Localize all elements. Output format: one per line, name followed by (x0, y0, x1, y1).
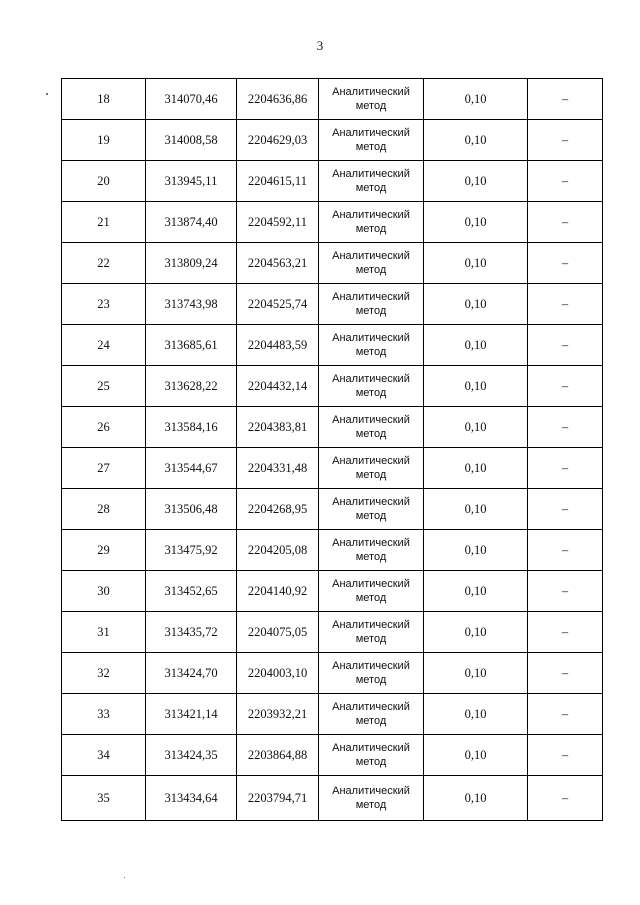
method-line-1: Аналитический (332, 250, 410, 262)
point-number-cell: 27 (62, 448, 146, 489)
note-cell: – (528, 407, 603, 448)
table-row (62, 448, 603, 489)
x-coordinate-cell: 313424,35 (146, 735, 237, 776)
accuracy-cell: 0,10 (424, 407, 528, 448)
accuracy-cell: 0,10 (424, 243, 528, 284)
page-number: 3 (316, 38, 324, 53)
method-line-1: Аналитический (332, 86, 410, 98)
accuracy-cell: 0,10 (424, 489, 528, 530)
table-row (62, 366, 603, 407)
note-cell: – (528, 202, 603, 243)
x-coordinate-cell: 313584,16 (146, 407, 237, 448)
method-line-1: Аналитический (332, 578, 410, 590)
method-line-2: метод (355, 100, 387, 112)
accuracy-cell: 0,10 (424, 653, 528, 694)
y-coordinate-cell: 2204003,10 (237, 653, 319, 694)
x-coordinate-cell: 313743,98 (146, 284, 237, 325)
method-line-2: метод (355, 305, 387, 317)
table-row (62, 243, 603, 284)
point-number-cell: 23 (62, 284, 146, 325)
y-coordinate-cell: 2204205,08 (237, 530, 319, 571)
y-coordinate-cell: 2204483,59 (237, 325, 319, 366)
method-cell (319, 120, 424, 161)
point-number-cell: 20 (62, 161, 146, 202)
y-coordinate-cell: 2204140,92 (237, 571, 319, 612)
method-line-2: метод (355, 469, 387, 481)
method-cell (319, 653, 424, 694)
method-cell (319, 407, 424, 448)
table-row (62, 284, 603, 325)
method-line-1: Аналитический (332, 742, 410, 754)
method-line-1: Аналитический (332, 496, 410, 508)
method-cell (319, 694, 424, 735)
y-coordinate-cell: 2204636,86 (237, 79, 319, 120)
y-coordinate-cell: 2204331,48 (237, 448, 319, 489)
accuracy-cell: 0,10 (424, 366, 528, 407)
y-coordinate-cell: 2203794,71 (237, 776, 319, 821)
x-coordinate-cell: 313475,92 (146, 530, 237, 571)
accuracy-cell: 0,10 (424, 325, 528, 366)
note-cell: – (528, 284, 603, 325)
accuracy-cell: 0,10 (424, 694, 528, 735)
note-cell: – (528, 243, 603, 284)
method-cell (319, 735, 424, 776)
method-line-2: метод (355, 756, 387, 768)
point-number-cell: 25 (62, 366, 146, 407)
x-coordinate-cell: 313628,22 (146, 366, 237, 407)
y-coordinate-cell: 2204592,11 (237, 202, 319, 243)
y-coordinate-cell: 2204615,11 (237, 161, 319, 202)
table-row (62, 612, 603, 653)
method-line-2: метод (355, 592, 387, 604)
point-number-cell: 24 (62, 325, 146, 366)
table-row (62, 653, 603, 694)
method-cell (319, 366, 424, 407)
y-coordinate-cell: 2204432,14 (237, 366, 319, 407)
accuracy-cell: 0,10 (424, 571, 528, 612)
accuracy-cell: 0,10 (424, 448, 528, 489)
point-number-cell: 31 (62, 612, 146, 653)
note-cell: – (528, 448, 603, 489)
method-line-1: Аналитический (332, 455, 410, 467)
method-line-2: метод (355, 510, 387, 522)
y-coordinate-cell: 2203864,88 (237, 735, 319, 776)
note-cell: – (528, 161, 603, 202)
method-line-1: Аналитический (332, 127, 410, 139)
method-line-2: метод (355, 346, 387, 358)
note-cell: – (528, 79, 603, 120)
note-cell: – (528, 612, 603, 653)
x-coordinate-cell: 313434,64 (146, 776, 237, 821)
x-coordinate-cell: 314008,58 (146, 120, 237, 161)
table-row (62, 735, 603, 776)
accuracy-cell: 0,10 (424, 530, 528, 571)
method-cell (319, 202, 424, 243)
x-coordinate-cell: 313435,72 (146, 612, 237, 653)
method-line-1: Аналитический (332, 414, 410, 426)
method-cell (319, 489, 424, 530)
method-cell (319, 571, 424, 612)
method-line-2: метод (355, 223, 387, 235)
method-line-2: метод (355, 715, 387, 727)
y-coordinate-cell: 2204268,95 (237, 489, 319, 530)
method-line-2: метод (355, 428, 387, 440)
note-cell: – (528, 366, 603, 407)
note-cell: – (528, 694, 603, 735)
y-coordinate-cell: 2204629,03 (237, 120, 319, 161)
table-row (62, 79, 603, 120)
table-row (62, 325, 603, 366)
accuracy-cell: 0,10 (424, 161, 528, 202)
method-cell (319, 448, 424, 489)
x-coordinate-cell: 314070,46 (146, 79, 237, 120)
table-row (62, 694, 603, 735)
method-cell (319, 79, 424, 120)
table-row (62, 161, 603, 202)
method-line-1: Аналитический (332, 619, 410, 631)
y-coordinate-cell: 2204563,21 (237, 243, 319, 284)
method-line-1: Аналитический (332, 291, 410, 303)
method-line-2: метод (355, 551, 387, 563)
note-cell: – (528, 530, 603, 571)
point-number-cell: 26 (62, 407, 146, 448)
method-line-1: Аналитический (332, 660, 410, 672)
point-number-cell: 18 (62, 79, 146, 120)
method-line-1: Аналитический (332, 332, 410, 344)
note-cell: – (528, 120, 603, 161)
coordinates-table (61, 78, 603, 821)
point-number-cell: 21 (62, 202, 146, 243)
point-number-cell: 33 (62, 694, 146, 735)
method-line-1: Аналитический (332, 168, 410, 180)
note-cell: – (528, 571, 603, 612)
point-number-cell: 19 (62, 120, 146, 161)
table-body (62, 79, 603, 821)
method-line-2: метод (355, 674, 387, 686)
method-cell (319, 612, 424, 653)
method-line-1: Аналитический (332, 537, 410, 549)
x-coordinate-cell: 313685,61 (146, 325, 237, 366)
table-row (62, 202, 603, 243)
note-cell: – (528, 653, 603, 694)
x-coordinate-cell: 313424,70 (146, 653, 237, 694)
note-cell: – (528, 735, 603, 776)
point-number-cell: 30 (62, 571, 146, 612)
note-cell: – (528, 325, 603, 366)
accuracy-cell: 0,10 (424, 120, 528, 161)
scan-speck (124, 877, 125, 878)
method-cell (319, 284, 424, 325)
y-coordinate-cell: 2204075,05 (237, 612, 319, 653)
table-row (62, 776, 603, 821)
method-line-2: метод (355, 633, 387, 645)
x-coordinate-cell: 313544,67 (146, 448, 237, 489)
method-cell (319, 243, 424, 284)
method-line-1: Аналитический (332, 785, 410, 797)
method-cell (319, 530, 424, 571)
note-cell: – (528, 489, 603, 530)
table-row (62, 530, 603, 571)
accuracy-cell: 0,10 (424, 735, 528, 776)
point-number-cell: 35 (62, 776, 146, 821)
x-coordinate-cell: 313809,24 (146, 243, 237, 284)
accuracy-cell: 0,10 (424, 202, 528, 243)
table-row (62, 407, 603, 448)
method-line-2: метод (355, 141, 387, 153)
method-cell (319, 325, 424, 366)
method-line-2: метод (355, 387, 387, 399)
method-line-2: метод (355, 182, 387, 194)
y-coordinate-cell: 2203932,21 (237, 694, 319, 735)
note-cell: – (528, 776, 603, 821)
method-line-2: метод (355, 264, 387, 276)
accuracy-cell: 0,10 (424, 284, 528, 325)
method-line-1: Аналитический (332, 701, 410, 713)
method-line-2: метод (355, 799, 387, 811)
accuracy-cell: 0,10 (424, 776, 528, 821)
point-number-cell: 22 (62, 243, 146, 284)
y-coordinate-cell: 2204383,81 (237, 407, 319, 448)
table-row (62, 489, 603, 530)
point-number-cell: 34 (62, 735, 146, 776)
method-cell (319, 776, 424, 821)
scan-speck (46, 93, 48, 95)
method-line-1: Аналитический (332, 373, 410, 385)
point-number-cell: 29 (62, 530, 146, 571)
x-coordinate-cell: 313506,48 (146, 489, 237, 530)
accuracy-cell: 0,10 (424, 79, 528, 120)
method-line-1: Аналитический (332, 209, 410, 221)
point-number-cell: 28 (62, 489, 146, 530)
method-cell (319, 161, 424, 202)
table-row (62, 120, 603, 161)
table-row (62, 571, 603, 612)
accuracy-cell: 0,10 (424, 612, 528, 653)
y-coordinate-cell: 2204525,74 (237, 284, 319, 325)
x-coordinate-cell: 313874,40 (146, 202, 237, 243)
x-coordinate-cell: 313945,11 (146, 161, 237, 202)
x-coordinate-cell: 313452,65 (146, 571, 237, 612)
point-number-cell: 32 (62, 653, 146, 694)
x-coordinate-cell: 313421,14 (146, 694, 237, 735)
